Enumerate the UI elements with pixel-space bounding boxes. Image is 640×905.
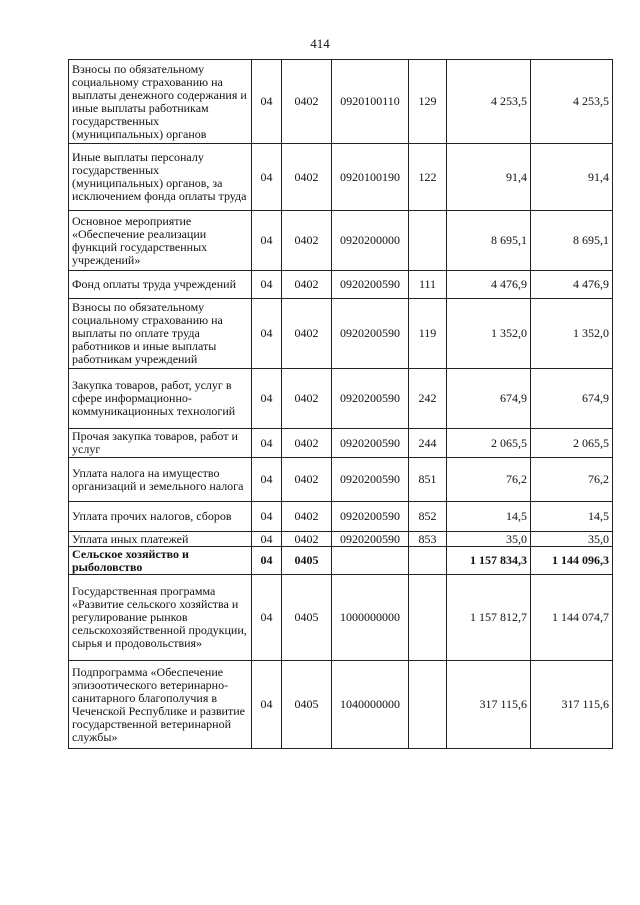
section-code-cell: 04 — [252, 502, 282, 532]
section-code-cell: 04 — [252, 429, 282, 458]
row-name-cell: Уплата иных платежей — [69, 532, 252, 547]
subsection-code-cell: 0402 — [282, 369, 332, 429]
expense-type-cell: 129 — [409, 60, 447, 144]
amount-1-cell: 76,2 — [447, 458, 531, 502]
target-article-cell: 0920200590 — [332, 271, 409, 299]
row-name-cell: Иные выплаты персоналу государственных (муниципальных) органов, за исключением фонда оплаты труда — [69, 144, 252, 211]
row-name-cell: Прочая закупка товаров, работ и услуг — [69, 429, 252, 458]
target-article-cell: 0920200000 — [332, 211, 409, 271]
amount-1-cell: 1 157 834,3 — [447, 547, 531, 575]
amount-2-cell: 317 115,6 — [531, 661, 613, 749]
amount-2-cell: 1 352,0 — [531, 299, 613, 369]
subsection-code-cell: 0405 — [282, 661, 332, 749]
subsection-code-cell: 0402 — [282, 532, 332, 547]
amount-1-cell: 2 065,5 — [447, 429, 531, 458]
row-name-cell: Подпрограмма «Обеспечение эпизоотического ветеринарно-санитарного благополучия в Чеченской Республике и развитие государственной ветеринарной службы» — [69, 661, 252, 749]
target-article-cell: 0920100190 — [332, 144, 409, 211]
amount-2-cell: 2 065,5 — [531, 429, 613, 458]
subsection-code-cell: 0405 — [282, 547, 332, 575]
expense-type-cell — [409, 211, 447, 271]
target-article-cell: 0920200590 — [332, 429, 409, 458]
target-article-cell: 0920200590 — [332, 299, 409, 369]
expense-type-cell: 853 — [409, 532, 447, 547]
amount-2-cell: 674,9 — [531, 369, 613, 429]
section-code-cell: 04 — [252, 271, 282, 299]
target-article-cell: 0920200590 — [332, 502, 409, 532]
expense-type-cell: 852 — [409, 502, 447, 532]
amount-1-cell: 4 476,9 — [447, 271, 531, 299]
table-row — [69, 502, 613, 532]
table-row — [69, 532, 613, 547]
expense-type-cell — [409, 547, 447, 575]
table-row — [69, 144, 613, 211]
table-row — [69, 60, 613, 144]
subsection-code-cell: 0402 — [282, 299, 332, 369]
amount-1-cell: 674,9 — [447, 369, 531, 429]
subsection-code-cell: 0405 — [282, 575, 332, 661]
amount-1-cell: 4 253,5 — [447, 60, 531, 144]
amount-2-cell: 4 476,9 — [531, 271, 613, 299]
budget-table — [68, 59, 613, 749]
amount-1-cell: 1 352,0 — [447, 299, 531, 369]
section-code-cell: 04 — [252, 211, 282, 271]
subsection-code-cell: 0402 — [282, 502, 332, 532]
expense-type-cell — [409, 661, 447, 749]
subsection-code-cell: 0402 — [282, 458, 332, 502]
section-code-cell: 04 — [252, 547, 282, 575]
target-article-cell: 1000000000 — [332, 575, 409, 661]
section-code-cell: 04 — [252, 532, 282, 547]
amount-1-cell: 14,5 — [447, 502, 531, 532]
expense-type-cell: 851 — [409, 458, 447, 502]
section-code-cell: 04 — [252, 458, 282, 502]
target-article-cell: 1040000000 — [332, 661, 409, 749]
target-article-cell: 0920200590 — [332, 458, 409, 502]
amount-1-cell: 8 695,1 — [447, 211, 531, 271]
page-number: 414 — [310, 36, 330, 51]
amount-1-cell: 91,4 — [447, 144, 531, 211]
row-name-cell: Сельское хозяйство и рыболовство — [69, 547, 252, 575]
section-code-cell: 04 — [252, 144, 282, 211]
amount-2-cell: 4 253,5 — [531, 60, 613, 144]
expense-type-cell: 242 — [409, 369, 447, 429]
target-article-cell: 0920200590 — [332, 532, 409, 547]
expense-type-cell: 244 — [409, 429, 447, 458]
table-row — [69, 429, 613, 458]
row-name-cell: Уплата налога на имущество организаций и земельного налога — [69, 458, 252, 502]
row-name-cell: Фонд оплаты труда учреждений — [69, 271, 252, 299]
subsection-code-cell: 0402 — [282, 429, 332, 458]
target-article-cell: 0920100110 — [332, 60, 409, 144]
section-code-cell: 04 — [252, 369, 282, 429]
expense-type-cell: 122 — [409, 144, 447, 211]
table-row — [69, 661, 613, 749]
row-name-cell: Государственная программа «Развитие сельского хозяйства и регулирование рынков сельскохозяйственной продукции, сырья и продовольствия» — [69, 575, 252, 661]
target-article-cell — [332, 547, 409, 575]
amount-2-cell: 8 695,1 — [531, 211, 613, 271]
section-code-cell: 04 — [252, 60, 282, 144]
row-name-cell: Взносы по обязательному социальному страхованию на выплаты денежного содержания и иные выплаты работникам государственных (муниципальных) органов — [69, 60, 252, 144]
target-article-cell: 0920200590 — [332, 369, 409, 429]
table-body — [69, 60, 613, 749]
expense-type-cell: 111 — [409, 271, 447, 299]
amount-1-cell: 1 157 812,7 — [447, 575, 531, 661]
row-name-cell: Основное мероприятие «Обеспечение реализации функций государственных учреждений» — [69, 211, 252, 271]
section-code-cell: 04 — [252, 661, 282, 749]
subsection-code-cell: 0402 — [282, 60, 332, 144]
amount-2-cell: 35,0 — [531, 532, 613, 547]
amount-2-cell: 76,2 — [531, 458, 613, 502]
table-row — [69, 299, 613, 369]
row-name-cell: Взносы по обязательному социальному страхованию на выплаты по оплате труда работников и иные выплаты работникам учреждений — [69, 299, 252, 369]
subsection-code-cell: 0402 — [282, 144, 332, 211]
table-row — [69, 575, 613, 661]
amount-2-cell: 14,5 — [531, 502, 613, 532]
section-code-cell: 04 — [252, 575, 282, 661]
row-name-cell: Закупка товаров, работ, услуг в сфере информационно-коммуникационных технологий — [69, 369, 252, 429]
table-row — [69, 547, 613, 575]
expense-type-cell: 119 — [409, 299, 447, 369]
amount-2-cell: 1 144 096,3 — [531, 547, 613, 575]
amount-2-cell: 91,4 — [531, 144, 613, 211]
table-row — [69, 458, 613, 502]
section-code-cell: 04 — [252, 299, 282, 369]
subsection-code-cell: 0402 — [282, 271, 332, 299]
row-name-cell: Уплата прочих налогов, сборов — [69, 502, 252, 532]
amount-1-cell: 35,0 — [447, 532, 531, 547]
table-row — [69, 211, 613, 271]
amount-1-cell: 317 115,6 — [447, 661, 531, 749]
amount-2-cell: 1 144 074,7 — [531, 575, 613, 661]
table-row — [69, 369, 613, 429]
table-row — [69, 271, 613, 299]
expense-type-cell — [409, 575, 447, 661]
subsection-code-cell: 0402 — [282, 211, 332, 271]
